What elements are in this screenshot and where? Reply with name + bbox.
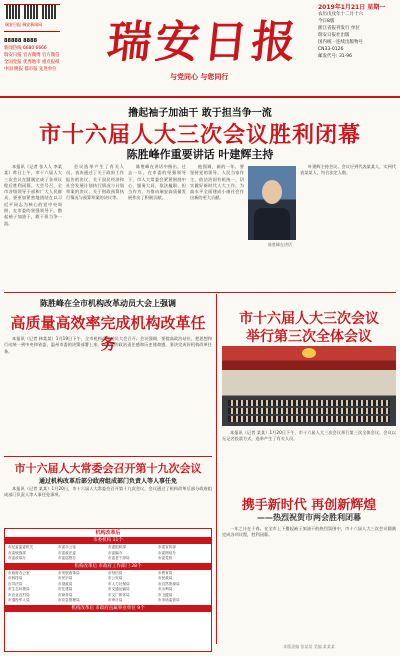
ad-phone: 88888 8888 xyxy=(4,38,38,44)
reform-list-item: 市委编办 xyxy=(108,550,123,555)
info-line: 今日8版 xyxy=(318,19,335,24)
audience-row xyxy=(228,400,390,406)
reform-kicker: 陈胜峰在全市机构改革动员大会上强调 xyxy=(40,299,176,308)
reform-list-item: 市商务局 xyxy=(58,592,73,597)
reform-band: 机构改革后 市政府工作部门 28个 xyxy=(5,563,211,570)
standing-body: 本报讯（记者 某某）1月20日，市十六届人大常委会召开第十九次会议，会议通过了机构改革后部分政府组成部门负责人等人事任免事项。 xyxy=(4,486,212,498)
reform-list-item: 市纪委监委机关 xyxy=(8,545,34,549)
person-face-icon xyxy=(262,180,282,204)
reform-list-item: 市民宗局 xyxy=(58,576,73,580)
reform-list-item: 市委统战部 xyxy=(8,550,26,555)
reform-list-item: 市应急管理局 xyxy=(58,598,80,602)
commentary-body: 一年之计在于春。在全市上下撸起袖子加油干的热烈氛围中，市十六届人大三次会议圆满完成各项议程，胜利闭幕。 xyxy=(222,526,396,538)
plenary-headline-line1[interactable]: 市十六届人大三次会议 xyxy=(239,311,379,327)
reform-list-item: 市卫健局 xyxy=(158,592,173,597)
ad-line: 新闻热线 6680 6666 xyxy=(4,46,47,51)
standing-subtitle: 通过机构改革后部分政府组成部门负责人等人事任免 xyxy=(38,478,177,485)
lead-column-4: 他强调，新的一年，要坚持党的领导、人民当家作主、依法治国有机统一，切实做好新时代人大工作，为高水平全面建成小康社会作出新的更大贡献。 xyxy=(190,164,244,201)
reform-list-item: 市文广旅体局 xyxy=(108,592,130,597)
reform-list-item: 市委巡察办 xyxy=(58,556,76,560)
speaker-photo xyxy=(248,166,296,240)
lead-column-3: 陈胜峰在讲话中指出，过去一年，在市委的坚强领导下，市人大常委会紧紧围绕中心、服务大局，依法履职、担当作为，为推动瑞安高质量发展作出了积极贡献。 xyxy=(128,164,186,201)
reform-list-item: 市委老干部局 xyxy=(108,556,130,560)
national-emblem-icon xyxy=(302,348,316,358)
qr-caption: 瑞安日报 瑞安新闻网 xyxy=(5,22,43,27)
plenary-headline-line2[interactable]: 举行第三次全体会议 xyxy=(246,329,372,345)
reform-list-item: 市委党校 xyxy=(158,556,173,560)
reform-list-item: 市科技局 xyxy=(8,576,23,580)
reform-list-item: 市人力社保局 xyxy=(108,581,130,586)
info-line: 国内统一连续出版物号 xyxy=(318,40,363,45)
info-line: CN33-0126 xyxy=(318,47,344,52)
qr-code-icon xyxy=(42,5,56,19)
lead-headline[interactable]: 市十六届人大三次会议胜利闭幕 xyxy=(38,123,361,148)
reform-list-item: 市政府办公室 xyxy=(8,570,30,575)
ad-line: 全国党报 优秀地市 重点报纸 xyxy=(4,60,60,65)
reform-headline[interactable]: 高质量高效率完成机构改革任务 xyxy=(10,314,206,353)
reform-list-item: 市生态环境局 xyxy=(8,587,30,591)
section-divider xyxy=(4,292,396,293)
qr-code-icon xyxy=(6,5,20,19)
reform-list-item: 市经信局 xyxy=(108,570,123,575)
reform-list-item: 市公安局 xyxy=(108,576,123,580)
masthead-divider xyxy=(0,96,400,98)
reform-body: 本报讯（记者 林某某）1月19日下午，全市机构改革动员大会召开。会议强调，要提高政治站位，把思想和行动统一到中央和省委、温州市委的决策部署上来，以高度的政治责任感和历史使命感，坚决完成好机构改革任务。 xyxy=(4,336,212,354)
photo-caption: 陈胜峰在讲话 xyxy=(268,242,292,247)
column-divider xyxy=(216,294,217,644)
reform-list-item: 市委宣传部 xyxy=(158,545,176,549)
audience-row xyxy=(228,416,390,422)
reform-list-item: 市民政局 xyxy=(158,576,173,580)
qr-code-area xyxy=(4,4,60,32)
reform-band: 机构改革后 市政府直属事业单位 9个 xyxy=(5,605,211,612)
section-divider xyxy=(4,456,212,457)
info-line: 浙江省报刊发行 单位 xyxy=(318,26,360,31)
reform-info-box xyxy=(4,528,212,652)
reform-list-item: 市发展改革局 xyxy=(58,570,80,575)
issue-date: 2019年1月21日 星期一 xyxy=(318,4,386,11)
reform-list-item: 市市场监管局 xyxy=(158,598,180,602)
audience-row xyxy=(228,408,390,414)
reform-list-item: 市委改革办 xyxy=(8,556,26,560)
meeting-photo xyxy=(222,346,396,426)
lead-kicker: 撸起袖子加油干 敢于担当争一流 xyxy=(128,108,272,119)
page-footer: 本版责编 张某某 美编 某某某 xyxy=(283,644,335,649)
lead-column-5: 叶建辉主持会议。会议应到代表某某人，实到代表某某人，符合法定人数。 xyxy=(300,164,396,176)
reform-list-item: 市自然资源局 xyxy=(158,581,180,586)
commentary-headline[interactable]: 携手新时代 再创新辉煌 xyxy=(241,498,377,513)
reform-list-item: 市财政局 xyxy=(58,581,73,586)
reform-list-item: 市司法局 xyxy=(8,581,23,586)
masthead-info xyxy=(318,4,396,60)
reform-list-item: 市审计局 xyxy=(108,598,123,602)
reform-box-head: 机构改革后 xyxy=(5,529,211,537)
reform-list-item: 市水利局 xyxy=(158,587,173,591)
lead-column-2: 会议选举产生了有关人员，表决通过了关于政府工作报告的决议、关于国民经济和社会发展计划执行情况与计划草案的决议、关于财政预算执行情况与预算草案的决议等。 xyxy=(66,164,124,201)
info-line: 农历戊戌年十二月十六 xyxy=(318,12,363,17)
qr-code-icon xyxy=(24,5,38,19)
ad-lines xyxy=(4,38,96,73)
lead-subtitle: 陈胜峰作重要讲话 叶建辉主持 xyxy=(126,148,274,161)
person-body-icon xyxy=(254,208,290,240)
commentary-subtitle: ——热烈祝贺市两会胜利闭幕 xyxy=(257,513,361,522)
reform-list-item: 市教育局 xyxy=(158,570,173,575)
reform-band: 市委机构 11个 xyxy=(5,537,211,544)
info-line: 瑞安日报社出版 xyxy=(318,33,350,38)
plenary-body: 本报讯（记者 某某）1月20日下午，市十六届人大三次会议举行第三次全体会议。会议以无记名投票方式，选举产生了有关人员。 xyxy=(222,430,396,442)
reform-list-item: 市委政法委 xyxy=(58,550,76,555)
lead-column-1: 本报讯（记者 张人人 李某某）昨日上午，市十六届人大三次会议在圆满完成了各项议程后胜利闭幕。大会号召，全市各级领导干部和广大人民群众，要更加紧密地团结在以习近平同志为核心的党中央周围，在市委的坚强领导下，撸起袖子加油干，敢于担当争一流。 xyxy=(4,164,62,226)
reform-list-item: 市农业农村局 xyxy=(8,592,30,597)
info-line: 邮发代号: 31-96 xyxy=(318,54,353,59)
reform-list-item: 市委网信办 xyxy=(158,550,176,555)
reform-list-item: 市委组织部 xyxy=(108,545,126,549)
reform-list-item: 市住建局 xyxy=(58,587,73,591)
ad-line: 瑞安日报 官方微博 官方微信 xyxy=(4,53,60,58)
ad-line: 中国 晚报 都市报 先进单位 xyxy=(4,67,57,72)
masthead xyxy=(0,0,400,98)
reform-list-item: 市委办公室 xyxy=(58,545,76,549)
reform-list xyxy=(5,544,211,563)
newspaper-logo: 瑞安日报 xyxy=(104,17,303,68)
slogan: 与党同心 与您同行 xyxy=(170,73,229,81)
reform-list xyxy=(5,570,211,605)
standing-headline[interactable]: 市十六届人大常委会召开第十九次会议 xyxy=(14,462,202,475)
reform-list-item: 市交通运输局 xyxy=(108,587,130,591)
reform-list-item: 市退役军人局 xyxy=(8,598,30,602)
